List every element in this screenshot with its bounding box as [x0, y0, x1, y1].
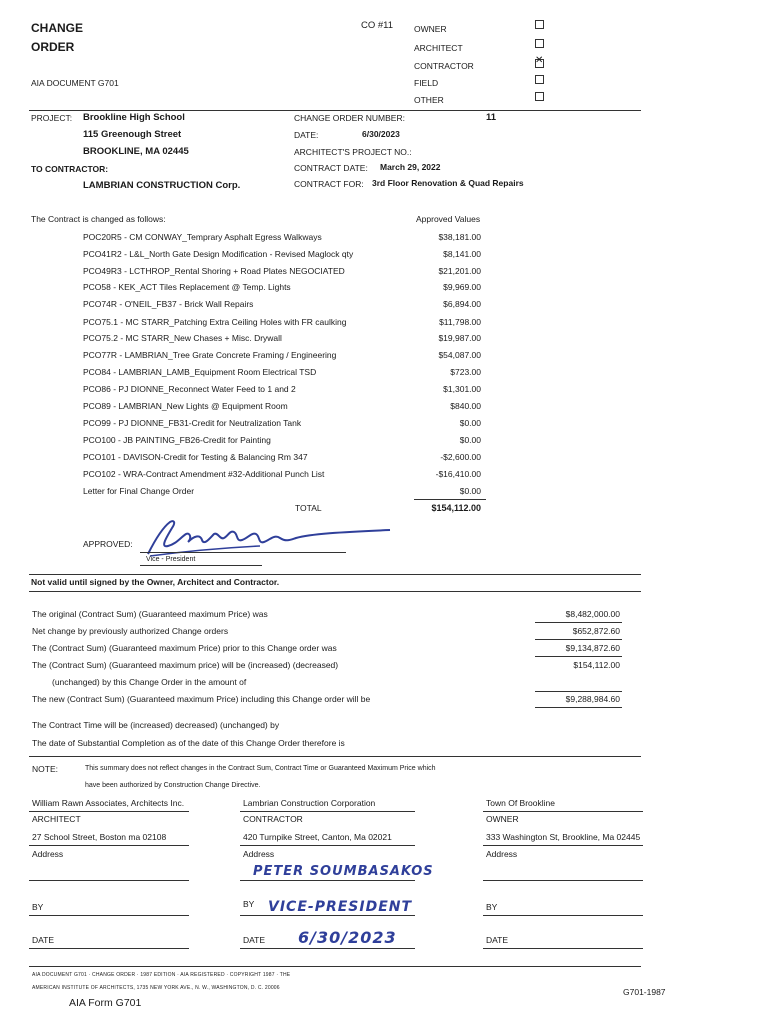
- approved-signature-line: [140, 552, 346, 553]
- list-item-amount: $1,301.00: [443, 384, 481, 394]
- contractor-address: 420 Turnpike Street, Canton, Ma 02021: [243, 832, 392, 842]
- completion-line: The date of Substantial Completion as of the date of this Change Order therefore is: [32, 738, 345, 748]
- header-divider: [29, 110, 641, 111]
- contractor-by-line[interactable]: [240, 915, 415, 916]
- notice-top-rule: [29, 574, 641, 575]
- owner-address-label: Address: [486, 849, 518, 859]
- doc-label: AIA DOCUMENT G701: [31, 78, 119, 88]
- list-item-amount: $8,141.00: [443, 249, 481, 259]
- summary-rule: [535, 656, 622, 657]
- contractor-name: LAMBRIAN CONSTRUCTION Corp.: [83, 180, 241, 191]
- dist-field-label: FIELD: [414, 78, 439, 88]
- list-item: PCO101 - DAVISON-Credit for Testing & Balancing Rm 347: [83, 452, 308, 462]
- summary-rule: [535, 639, 622, 640]
- dist-owner-label: OWNER: [414, 24, 447, 34]
- architect-by-line[interactable]: [29, 915, 189, 916]
- co-number: CO #11: [361, 20, 394, 31]
- summary-original-text: The original (Contract Sum) (Guaranteed maximum Price) was: [32, 609, 268, 619]
- architect-address-label: Address: [32, 849, 64, 859]
- list-item: POC20R5 - CM CONWAY_Temprary Asphalt Egress Walkways: [83, 232, 322, 242]
- list-item-amount: $0.00: [459, 486, 481, 496]
- architect-date-label: DATE: [32, 935, 55, 945]
- list-item-amount: $840.00: [450, 401, 481, 411]
- dist-contractor-checkbox[interactable]: [535, 55, 544, 68]
- contract-date-label: CONTRACT DATE:: [294, 163, 368, 173]
- list-item-amount: $723.00: [450, 367, 481, 377]
- owner-role: OWNER: [486, 814, 519, 824]
- footer-form-code: G701-1987: [623, 987, 666, 997]
- title-change: CHANGE: [31, 21, 84, 35]
- footer-divider: [29, 966, 641, 967]
- owner-by-line[interactable]: [483, 915, 643, 916]
- list-item: PCO100 - JB PAINTING_FB26-Credit for Painting: [83, 435, 271, 445]
- approved-values-header: Approved Values: [416, 214, 481, 224]
- contractor-role: CONTRACTOR: [243, 814, 303, 824]
- owner-name-line: [483, 811, 643, 812]
- contractor-date-label: DATE: [243, 935, 266, 945]
- footer-form-label: AIA Form G701: [69, 997, 142, 1009]
- contractor-title-handwritten: VICE-PRESIDENT: [268, 899, 413, 915]
- date-label: DATE:: [294, 130, 319, 140]
- owner-date-label: DATE: [486, 935, 509, 945]
- list-item-amount: -$2,600.00: [440, 452, 481, 462]
- list-item: PCO102 - WRA-Contract Amendment #32-Additional Punch List: [83, 469, 325, 479]
- summary-rule: [535, 622, 622, 623]
- summary-new-sum-text: The new (Contract Sum) (Guaranteed maximum Price) including this Change order will be: [32, 694, 371, 704]
- total-label: TOTAL: [295, 503, 322, 513]
- date-value: 6/30/2023: [362, 129, 400, 139]
- note-label: NOTE:: [32, 764, 58, 774]
- dist-architect-label: ARCHITECT: [414, 43, 463, 53]
- summary-net-change-text: Net change by previously authorized Change orders: [32, 626, 229, 636]
- total-value: $154,112.00: [431, 503, 481, 513]
- list-item-amount: $6,894.00: [443, 299, 481, 309]
- summary-rule: [535, 691, 622, 692]
- summary-prior-text: The (Contract Sum) (Guaranteed maximum Price) prior to this Change order was: [32, 643, 337, 653]
- summary-unchanged-line: (unchanged) by this Change Order in the amount of: [52, 677, 247, 687]
- owner-name: Town Of Brookline: [486, 798, 555, 808]
- list-item: PCO84 - LAMBRIAN_LAMB_Equipment Room Electrical TSD: [83, 367, 317, 377]
- list-item-amount: $54,087.00: [438, 350, 481, 360]
- contract-time-line: The Contract Time will be (increased) decreased) (unchanged) by: [32, 720, 280, 730]
- arch-project-label: ARCHITECT'S PROJECT NO.:: [294, 147, 412, 157]
- contractor-name-line: [240, 811, 415, 812]
- co-number-value: 11: [486, 112, 497, 123]
- list-item: PCO75.1 - MC STARR_Patching Extra Ceiling Holes with FR caulking: [83, 317, 347, 327]
- owner-address: 333 Washington St, Brookline, Ma 02445: [486, 832, 641, 842]
- architect-role: ARCHITECT: [32, 814, 81, 824]
- list-item: PCO41R2 - L&L_North Gate Design Modification - Revised Maglock qty: [83, 249, 354, 259]
- summary-net-change-amount: $652,872.60: [572, 626, 620, 636]
- note-line-1: This summary does not reflect changes in the Contract Sum, Contract Time or Guaranteed Maximum Price which: [85, 765, 436, 772]
- dist-architect-checkbox[interactable]: [535, 39, 544, 48]
- project-label: PROJECT:: [31, 113, 73, 123]
- list-item: PCO86 - PJ DIONNE_Reconnect Water Feed to 1 and 2: [83, 384, 296, 394]
- architect-date-line[interactable]: [29, 948, 189, 949]
- dist-field-checkbox[interactable]: [535, 75, 544, 84]
- project-city: BROOKLINE, MA 02445: [83, 146, 189, 157]
- footer-copyright-2: AMERICAN INSTITUTE OF ARCHITECTS, 1735 NEW YORK AVE., N. W., WASHINGTON, D. C. 20006: [32, 985, 280, 991]
- list-item-amount: $21,201.00: [438, 266, 481, 276]
- list-item-amount: $38,181.00: [438, 232, 481, 242]
- contractor-address-line: [240, 845, 415, 846]
- footer-copyright-1: AIA DOCUMENT G701 · CHANGE ORDER · 1987 EDITION · AIA REGISTERED · COPYRIGHT 1987 · THE: [32, 972, 291, 978]
- summary-change-amount: $154,112.00: [573, 660, 620, 670]
- total-rule: [414, 499, 486, 500]
- contractor-date-line[interactable]: [240, 948, 415, 949]
- to-contractor-label: TO CONTRACTOR:: [31, 164, 109, 174]
- changes-intro: The Contract is changed as follows:: [31, 214, 166, 224]
- dist-contractor-label: CONTRACTOR: [414, 61, 474, 71]
- dist-owner-checkbox[interactable]: [535, 20, 544, 29]
- contractor-signer-handwritten: PETER SOUMBASAKOS: [253, 864, 434, 879]
- contractor-date-handwritten: 6/30/2023: [298, 928, 397, 947]
- approver-title: Vice - President: [146, 556, 196, 563]
- title-underline: [140, 565, 262, 566]
- list-item: PCO58 - KEK_ACT Tiles Replacement @ Temp. Lights: [83, 282, 291, 292]
- note-divider: [29, 756, 641, 757]
- list-item: PCO99 - PJ DIONNE_FB31-Credit for Neutralization Tank: [83, 418, 302, 428]
- owner-address-line: [483, 845, 643, 846]
- contractor-by-label: BY: [243, 899, 255, 909]
- list-item: PCO77R - LAMBRIAN_Tree Grate Concrete Framing / Engineering: [83, 350, 337, 360]
- co-number-label: CHANGE ORDER NUMBER:: [294, 113, 405, 123]
- project-street: 115 Greenough Street: [83, 129, 182, 140]
- architect-address-line: [29, 845, 189, 846]
- list-item-amount: $11,798.00: [439, 317, 481, 327]
- summary-rule: [535, 707, 622, 708]
- list-item: Letter for Final Change Order: [83, 486, 195, 496]
- list-item-amount: -$16,410.00: [435, 469, 481, 479]
- contract-date-value: March 29, 2022: [380, 162, 441, 172]
- dist-other-checkbox[interactable]: [535, 92, 544, 101]
- architect-name: William Rawn Associates, Architects Inc.: [32, 798, 185, 808]
- dist-other-label: OTHER: [414, 95, 444, 105]
- owner-by-label: BY: [486, 902, 498, 912]
- contractor-address-label: Address: [243, 849, 275, 859]
- list-item-amount: $19,987.00: [438, 333, 481, 343]
- list-item: PCO75.2 - MC STARR_New Chases + Misc. Drywall: [83, 333, 282, 343]
- architect-name-line: [29, 811, 189, 812]
- owner-date-line[interactable]: [483, 948, 643, 949]
- list-item-amount: $0.00: [459, 418, 481, 428]
- summary-prior-amount: $9,134,872.60: [565, 643, 620, 653]
- validity-notice: Not valid until signed by the Owner, Architect and Contractor.: [31, 577, 280, 587]
- title-order: ORDER: [31, 40, 75, 54]
- owner-blank-line: [483, 880, 643, 881]
- summary-change-text: The (Contract Sum) (Guaranteed maximum price) will be (increased) (decreased): [32, 660, 339, 670]
- approved-label: APPROVED:: [83, 539, 133, 549]
- note-line-2: have been authorized by Construction Change Directive.: [85, 782, 261, 789]
- list-item-amount: $9,969.00: [443, 282, 481, 292]
- contract-for-value: 3rd Floor Renovation & Quad Repairs: [372, 178, 524, 188]
- architect-by-label: BY: [32, 902, 44, 912]
- summary-original-amount: $8,482,000.00: [565, 609, 620, 619]
- list-item: PCO89 - LAMBRIAN_New Lights @ Equipment Room: [83, 401, 288, 411]
- list-item: PCO74R - O'NEIL_FB37 - Brick Wall Repairs: [83, 299, 254, 309]
- notice-bottom-rule: [29, 591, 641, 592]
- check-mark-icon: ✕: [535, 55, 544, 66]
- list-item-amount: $0.00: [459, 435, 481, 445]
- contractor-sign-name: Lambrian Construction Corporation: [243, 798, 376, 808]
- contractor-signer-line: [240, 880, 415, 881]
- list-item: PCO49R3 - LCTHROP_Rental Shoring + Road Plates NEGOCIATED: [83, 266, 345, 276]
- architect-address: 27 School Street, Boston ma 02108: [32, 832, 167, 842]
- summary-new-sum-amount: $9,288,984.60: [565, 694, 620, 704]
- contract-for-label: CONTRACT FOR:: [294, 179, 364, 189]
- architect-blank-line: [29, 880, 189, 881]
- project-name: Brookline High School: [83, 112, 185, 123]
